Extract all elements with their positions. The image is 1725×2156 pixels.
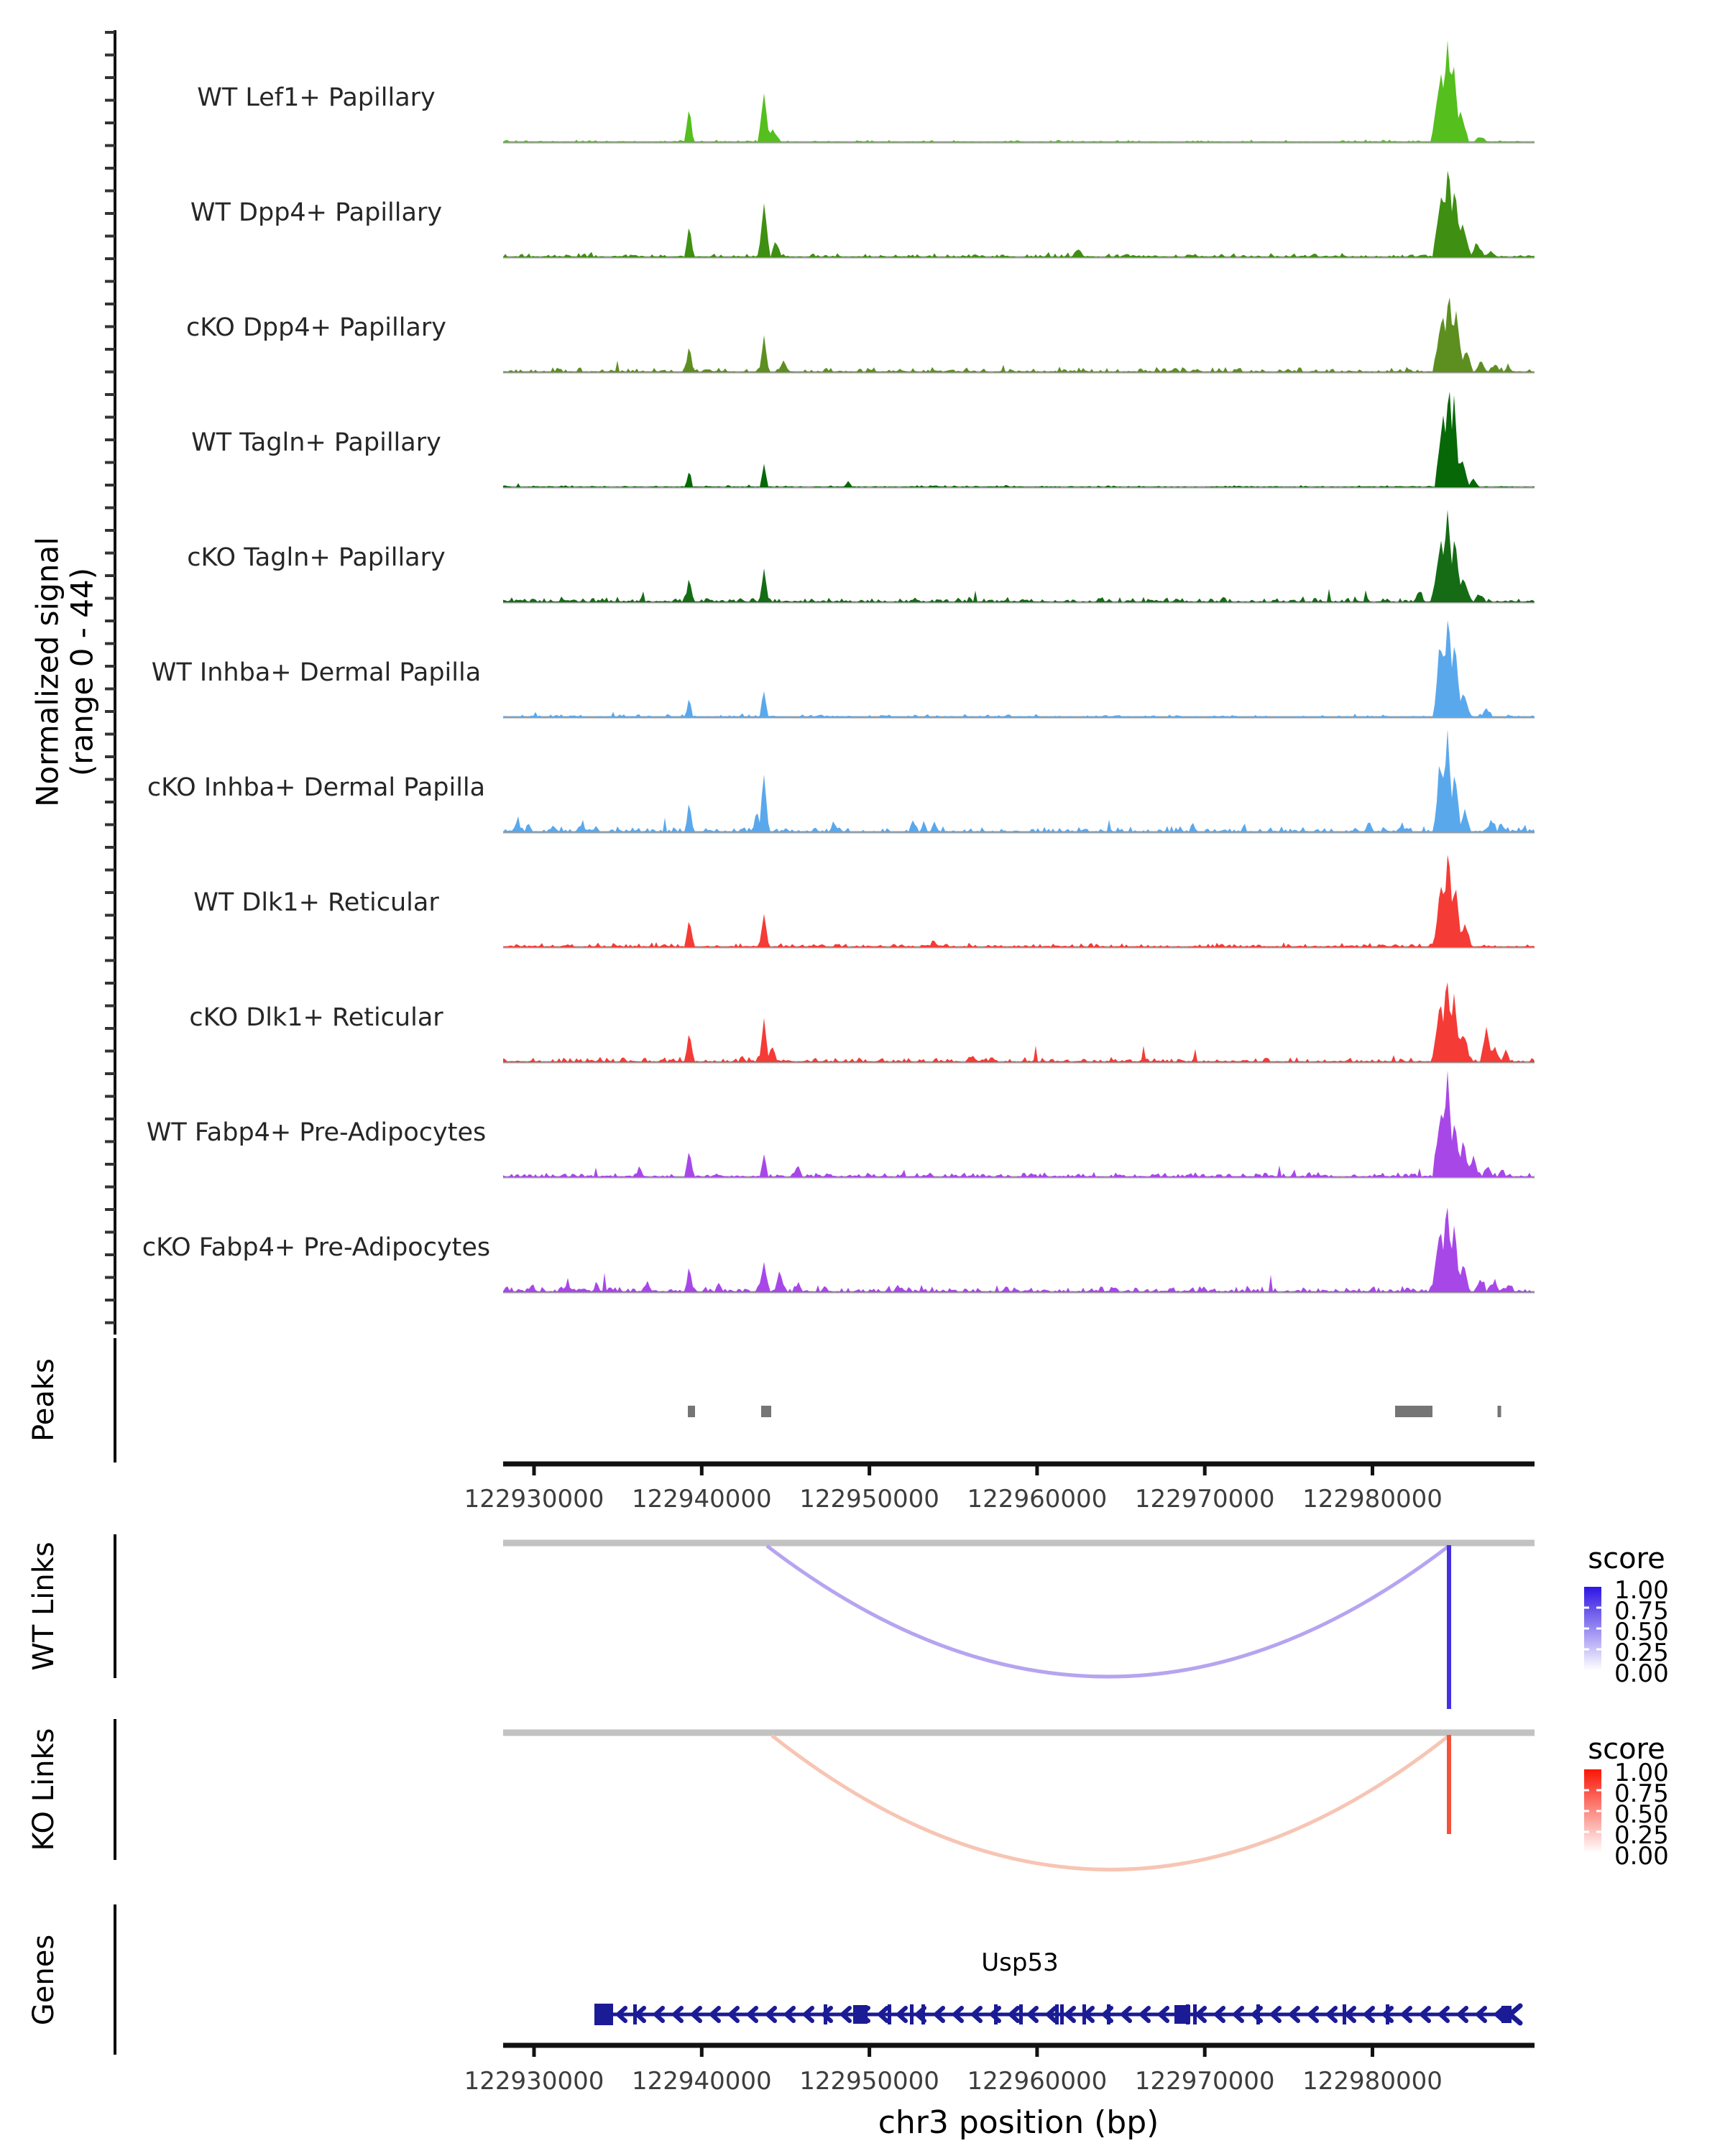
legend-tick-label: 1.00 [1614,1576,1669,1605]
genome-axis-tick-label: 122950000 [799,2066,939,2096]
genome-axis-tick-label: 122930000 [464,2066,604,2096]
genome-axis-tick-label: 122960000 [967,2066,1108,2096]
genome-axis-tick-label: 122960000 [967,1484,1108,1514]
track-label: cKO Dlk1+ Reticular [189,1003,443,1032]
gene-exon-tick [1107,2004,1110,2024]
gene-exon-tick [824,2004,827,2024]
gene-exon-tick [921,2004,925,2024]
gene-exon-tick [1386,2004,1389,2024]
gene-exon-box [853,2005,868,2024]
peak-box [688,1406,695,1417]
wt-links-panel-label: WT Links [27,1542,60,1671]
track-label: WT Dlk1+ Reticular [193,888,439,917]
signal-track-area [503,620,1535,717]
signal-track-area [503,982,1535,1062]
signal-track-area [503,171,1535,257]
gene-exon-tick [1060,2004,1064,2024]
gene-exon-tick [633,2004,637,2024]
legend-tick-label: 1.00 [1614,1759,1669,1787]
ko-links-panel-label: KO Links [27,1728,60,1851]
track-label: WT Lef1+ Papillary [197,83,436,112]
gene-exon-tick [910,2004,914,2024]
track-label: WT Inhba+ Dermal Papilla [151,658,482,687]
gene-exon-tick [888,2004,891,2024]
gene-exon-tick [1082,2004,1086,2024]
signal-track-area [503,510,1535,602]
gene-exon-box [1174,2005,1190,2024]
genome-axis-tick-label: 122980000 [1302,1484,1443,1514]
gene-exon-tick [1055,2004,1059,2024]
genome-axis-tick-label: 122940000 [631,2066,772,2096]
legend-tick-label: 0.75 [1614,1779,1669,1808]
legend-tick-label: 0.25 [1614,1821,1669,1850]
track-label: cKO Inhba+ Dermal Papilla [147,773,486,802]
genome-axis-tick-label: 122950000 [799,1484,939,1514]
genome-axis-tick-label: 122980000 [1302,2066,1443,2096]
track-label: WT Tagln+ Papillary [191,428,441,457]
gene-exon-tick [1193,2004,1197,2024]
genes-panel-label: Genes [27,1934,60,2026]
peak-box [1498,1406,1501,1417]
legend-tick-label: 0.50 [1614,1800,1669,1829]
track-label: cKO Tagln+ Papillary [187,543,446,572]
gene-name-label: Usp53 [981,1948,1059,1977]
peaks-panel-label: Peaks [27,1358,60,1442]
track-label: cKO Dpp4+ Papillary [186,313,446,342]
y-axis-label-line1: Normalized signal [29,537,65,807]
y-axis-label-line2: (range 0 - 44) [64,567,100,777]
genome-axis-tick-label: 122940000 [631,1484,772,1514]
gene-exon-tick [994,2004,998,2024]
legend-tick-label: 0.50 [1614,1618,1669,1646]
signal-track-area [503,40,1535,142]
legend-tick-label: 0.00 [1614,1842,1669,1871]
legend-tick-label: 0.75 [1614,1597,1669,1626]
legend-tick-label: 0.25 [1614,1639,1669,1667]
genome-axis-tick-label: 122970000 [1134,1484,1275,1514]
x-axis-title: chr3 position (bp) [878,2104,1159,2141]
signal-track-area [503,1070,1535,1177]
peak-box [1395,1406,1432,1417]
track-label: cKO Fabp4+ Pre-Adipocytes [142,1233,491,1262]
legend-title: score [1588,1733,1665,1766]
genome-axis-tick-label: 122930000 [464,1484,604,1514]
gene-exon-box [594,2004,613,2025]
signal-track-area [503,729,1535,832]
gene-exon-tick [1256,2004,1260,2024]
link-arc [772,1736,1449,1870]
signal-track-area [503,1207,1535,1292]
peak-box [761,1406,771,1417]
signal-track-area [503,392,1535,487]
link-arc [767,1546,1449,1677]
signal-track-area [503,854,1535,947]
signal-track-area [503,298,1535,372]
legend-title: score [1588,1542,1665,1575]
track-label: WT Fabp4+ Pre-Adipocytes [146,1118,487,1147]
legend-tick-label: 0.00 [1614,1659,1669,1688]
gene-exon-tick [1019,2004,1023,2024]
gene-exon-tick [1343,2004,1346,2024]
genome-axis-tick-label: 122970000 [1134,2066,1275,2096]
gene-end-arrow [1510,2006,1520,2023]
track-label: WT Dpp4+ Papillary [190,198,443,227]
